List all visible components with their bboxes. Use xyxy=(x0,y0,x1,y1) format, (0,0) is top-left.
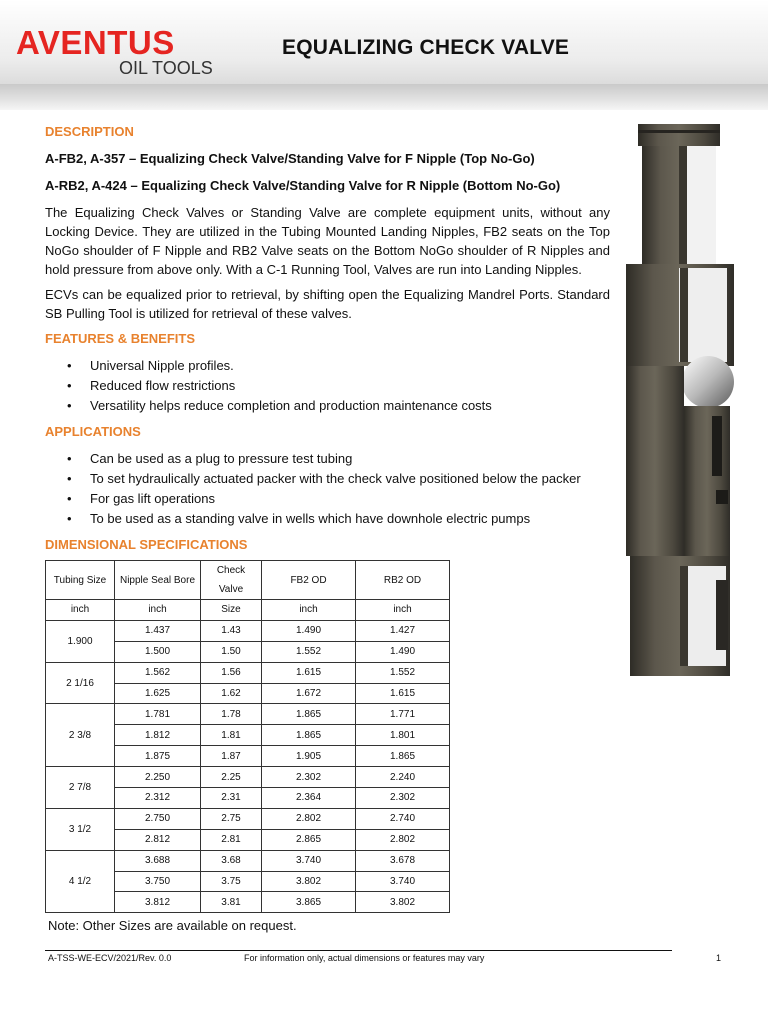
table-row xyxy=(46,704,450,725)
table-cell: 3.678 xyxy=(356,850,450,871)
dimensional-spec-table xyxy=(45,560,450,913)
logo-subtitle: OIL TOOLS xyxy=(119,58,213,78)
tubing-size-cell: 1.900 xyxy=(46,620,115,662)
table-cell: 1.562 xyxy=(115,662,201,683)
table-cell: 2.75 xyxy=(201,808,262,829)
table-cell: 1.427 xyxy=(356,620,450,641)
table-cell: 1.812 xyxy=(115,725,201,746)
table-cell: 2.31 xyxy=(201,788,262,809)
list-item: • For gas lift operations xyxy=(67,491,216,506)
table-cell: 2.750 xyxy=(115,808,201,829)
table-cell: 2.240 xyxy=(356,767,450,788)
table-cell: 1.865 xyxy=(262,725,356,746)
list-item: • To set hydraulically actuated packer with the check valve positioned below the packer xyxy=(67,471,581,486)
table-cell: 2.865 xyxy=(262,829,356,850)
table-cell: RB2 OD xyxy=(356,561,450,600)
table-row xyxy=(46,620,450,641)
table-cell: 2.302 xyxy=(262,767,356,788)
table-cell: 2.25 xyxy=(201,767,262,788)
tubing-size-cell: 2 3/8 xyxy=(46,704,115,767)
table-cell: inch xyxy=(356,600,450,621)
product-line-rb2: A-RB2, A-424 – Equalizing Check Valve/Standing Valve for R Nipple (Bottom No-Go) xyxy=(45,178,561,193)
sizes-note: Note: Other Sizes are available on request. xyxy=(48,918,297,934)
table-cell: 3.802 xyxy=(262,871,356,892)
main-content xyxy=(45,122,610,935)
table-cell: 1.672 xyxy=(262,683,356,704)
table-cell: inch xyxy=(115,600,201,621)
tubing-size-cell: 4 1/2 xyxy=(46,850,115,913)
table-cell: 2.81 xyxy=(201,829,262,850)
table-cell: Check Valve xyxy=(201,561,262,600)
table-cell: 1.625 xyxy=(115,683,201,704)
table-cell: 2.802 xyxy=(262,808,356,829)
table-cell: 1.552 xyxy=(356,662,450,683)
table-cell: 2.364 xyxy=(262,788,356,809)
features-heading: FEATURES & BENEFITS xyxy=(45,331,195,346)
table-cell: 1.87 xyxy=(201,746,262,767)
list-item: • Can be used as a plug to pressure test tubing xyxy=(67,451,353,466)
list-item: • Reduced flow restrictions xyxy=(67,378,236,393)
table-cell: 1.78 xyxy=(201,704,262,725)
table-row xyxy=(46,600,450,621)
list-item: • To be used as a standing valve in wells which have downhole electric pumps xyxy=(67,511,531,526)
tubing-size-cell: 2 7/8 xyxy=(46,767,115,809)
table-cell: 3.750 xyxy=(115,871,201,892)
table-cell: 1.801 xyxy=(356,725,450,746)
table-cell: 1.490 xyxy=(356,641,450,662)
table-cell: 3.81 xyxy=(201,892,262,913)
check-valve-image xyxy=(620,120,740,680)
product-line-fb2: A-FB2, A-357 – Equalizing Check Valve/Standing Valve for F Nipple (Top No-Go) xyxy=(45,151,535,166)
table-cell: 1.552 xyxy=(262,641,356,662)
footer-doc-code: A-TSS-WE-ECV/2021/Rev. 0.0 xyxy=(48,953,172,963)
table-cell: 3.688 xyxy=(115,850,201,871)
specs-heading: DIMENSIONAL SPECIFICATIONS xyxy=(45,537,248,552)
company-logo xyxy=(16,26,230,80)
description-paragraph: The Equalizing Check Valves or Standing Valve are complete equipment units, without any Locking Device. They are utilized in the Tubing Mounted Landing Nipples, FB2 seats on the Top NoGo shoulder of F Nipple and RB2 Valve seats on the Bottom NoGo shoulder of R Nipples and hold pressure from above only. With a C-1 Running Tool, Valves are run into Landing Nipples. xyxy=(45,205,610,277)
table-row xyxy=(46,808,450,829)
table-cell: 3.812 xyxy=(115,892,201,913)
applications-heading: APPLICATIONS xyxy=(45,424,141,439)
table-row xyxy=(46,767,450,788)
table-cell: 2.250 xyxy=(115,767,201,788)
table-row xyxy=(46,561,450,600)
table-cell: Nipple Seal Bore xyxy=(115,561,201,600)
table-cell: 1.43 xyxy=(201,620,262,641)
table-cell: 1.905 xyxy=(262,746,356,767)
table-cell: 3.740 xyxy=(262,850,356,871)
table-row xyxy=(46,662,450,683)
logo-brand: AVENTUS xyxy=(16,24,175,61)
table-cell: 2.812 xyxy=(115,829,201,850)
footer-divider xyxy=(45,950,672,951)
table-cell: 2.802 xyxy=(356,829,450,850)
table-cell: 3.802 xyxy=(356,892,450,913)
table-cell: 1.865 xyxy=(262,704,356,725)
table-cell: 1.875 xyxy=(115,746,201,767)
table-cell: 1.500 xyxy=(115,641,201,662)
table-cell: 3.68 xyxy=(201,850,262,871)
table-cell: 3.740 xyxy=(356,871,450,892)
table-cell: 1.615 xyxy=(356,683,450,704)
description-heading: DESCRIPTION xyxy=(45,124,134,139)
document-title: EQUALIZING CHECK VALVE xyxy=(282,36,570,59)
table-cell: 1.62 xyxy=(201,683,262,704)
table-cell: 2.302 xyxy=(356,788,450,809)
table-cell: 1.771 xyxy=(356,704,450,725)
list-item: • Universal Nipple profiles. xyxy=(67,358,234,373)
table-cell: 2.740 xyxy=(356,808,450,829)
table-cell: 2.312 xyxy=(115,788,201,809)
table-cell: 3.865 xyxy=(262,892,356,913)
table-cell: 1.490 xyxy=(262,620,356,641)
table-cell: 1.56 xyxy=(201,662,262,683)
table-cell: 1.865 xyxy=(356,746,450,767)
table-cell: FB2 OD xyxy=(262,561,356,600)
header-shadow xyxy=(0,84,768,110)
tubing-size-cell: 2 1/16 xyxy=(46,662,115,704)
table-cell: Tubing Size xyxy=(46,561,115,600)
table-cell: 1.81 xyxy=(201,725,262,746)
table-cell: 1.615 xyxy=(262,662,356,683)
table-cell: Size xyxy=(201,600,262,621)
equalizing-paragraph: ECVs can be equalized prior to retrieval, by shifting open the Equalizing Mandrel Ports. Standard SB Pulling Tool is utilized for retrieval of these valves. xyxy=(45,287,610,321)
table-row xyxy=(46,850,450,871)
footer-disclaimer: For information only, actual dimensions or features may vary xyxy=(244,953,485,963)
applications-list xyxy=(45,449,610,529)
table-cell: 3.75 xyxy=(201,871,262,892)
features-list xyxy=(45,356,610,416)
table-cell: 1.781 xyxy=(115,704,201,725)
table-cell: 1.50 xyxy=(201,641,262,662)
page-number: 1 xyxy=(716,953,722,963)
list-item: • Versatility helps reduce completion and production maintenance costs xyxy=(67,398,492,413)
table-cell: inch xyxy=(262,600,356,621)
table-cell: 1.437 xyxy=(115,620,201,641)
tubing-size-cell: 3 1/2 xyxy=(46,808,115,850)
table-cell: inch xyxy=(46,600,115,621)
